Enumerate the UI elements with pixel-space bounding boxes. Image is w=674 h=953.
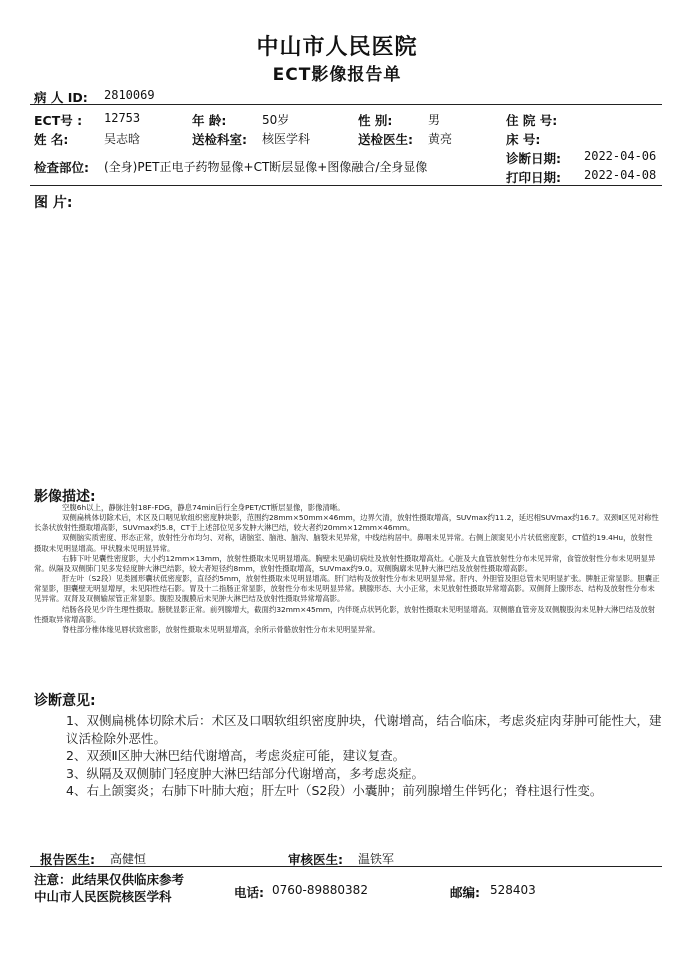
- report-title: ECT影像报告单: [272, 65, 402, 85]
- name-label: 姓 名:: [34, 132, 69, 147]
- postcode-label: 邮编:: [450, 885, 480, 900]
- print-date-label: 打印日期:: [506, 170, 561, 185]
- age-label: 年 龄:: [192, 113, 227, 128]
- description-text: [34, 503, 660, 635]
- description-paragraph: 双侧扁桃体切除术后，术区及口咽见软组织密度肿块影，范围约28mm×50mm×46mm，边界欠清，放射性摄取增高，SUVmax约11.2，延迟相SUVmax约16.7。双颈Ⅱ区见对称性长条状放射性摄取增高影，SUVmax约5.8，CT于上述部位见多发肿大淋巴结，较大者约20mm×12mm×46mm。: [34, 513, 659, 533]
- description-paragraph: 右肺下叶见囊性密度影，大小约12mm×13mm，放射性摄取未见明显增高。胸壁未见确切病灶及放射性摄取增高灶。心脏及大血管放射性分布未见异常，食管放射性分布未见明显异常。纵隔及双侧肺门见多发轻度肿大淋巴结影，较大者短径约8mm，放射性摄取增高，SUVmax约9.0。双侧胸廓未见肿大淋巴结及放射性摄取增高影。: [34, 553, 656, 573]
- diag-date-label: 诊断日期:: [506, 151, 561, 166]
- bed-label: 床 号:: [506, 132, 541, 147]
- phone-label: 电话:: [234, 885, 264, 900]
- diagnosis-list: [66, 712, 666, 800]
- exam-site-value: (全身)PET正电子药物显像+CT断层显像+图像融合/全身显像: [104, 160, 428, 174]
- review-doctor-value: 温铁军: [358, 852, 395, 866]
- image-section-label: 图 片:: [34, 195, 73, 211]
- phone-value: 0760-89880382: [272, 883, 368, 897]
- diagnosis-label: 诊断意见:: [34, 693, 96, 709]
- diagnosis-item: 2、双颈Ⅱ区肿大淋巴结代谢增高，考虑炎症可能，建议复查。: [66, 748, 406, 763]
- dept-value: 核医学科: [262, 132, 311, 146]
- print-date-value: 2022-04-08: [584, 168, 657, 182]
- report-doctor-value: 高健恒: [110, 852, 147, 866]
- description-paragraph: 脊柱部分椎体缘见唇状致密影，放射性摄取未见明显增高，余所示骨骼放射性分布未见明显异常。: [62, 624, 380, 634]
- patient-id-label: 病 人 ID:: [34, 90, 88, 105]
- ect-no-label: ECT号 :: [34, 113, 83, 128]
- doctor-label: 送检医生:: [358, 132, 413, 147]
- age-value: 50岁: [262, 113, 290, 127]
- ect-no-value: 12753: [104, 111, 141, 125]
- divider-header: [30, 185, 662, 186]
- doctor-value: 黄亮: [428, 132, 453, 146]
- description-paragraph: 肝左叶（S2段）见类圆形囊状低密度影，直径约5mm，放射性摄取未见明显增高。肝门结构及放射性分布未见明显异常。肝内、外胆管及胆总管未见明显扩张。脾脏正常显影。胆囊正常显影，胆囊壁无明显增厚，未见阳性结石影。胃及十二指肠正常显影，放射性分布未见明显异常。胰腺形态、大小正常，未见放射性摄取异常增高影。双侧肾上腺形态、结构及放射性分布未见异常。双肾及双侧输尿管正常显影。腹腔及腹膜后未见肿大淋巴结及放射性摄取异常增高影。: [34, 574, 660, 604]
- hospital-name: 中山市人民医院: [256, 35, 418, 60]
- inpatient-no-label: 住 院 号:: [506, 113, 558, 128]
- sex-value: 男: [428, 113, 441, 127]
- divider-footer: [30, 866, 662, 867]
- diagnosis-item: 3、纵隔及双侧肺门轻度肿大淋巴结部分代谢增高，多考虑炎症。: [66, 765, 424, 781]
- diag-date-value: 2022-04-06: [584, 149, 657, 163]
- footer-dept: 中山市人民医院核医学科: [34, 889, 172, 904]
- diagnosis-item: 4、右上颌窦炎；右肺下叶肺大疱；肝左叶（S2段）小囊肿；前列腺增生伴钙化；脊柱退行性变。: [66, 783, 603, 798]
- description-paragraph: 结肠各段见少许生理性摄取。膀胱显影正常。前列腺增大，截面约32mm×45mm，内伴斑点状钙化影，放射性摄取未见明显增高。双侧髂血管旁及双侧腹股沟未见肿大淋巴结及放射性摄取异常增高影。: [34, 604, 656, 624]
- report-doctor-label: 报告医生:: [40, 852, 95, 867]
- description-paragraph: 双侧脑实质密度、形态正常，放射性分布均匀、对称，诸脑室、脑池、脑沟、脑裂未见异常，中线结构居中。鼻咽未见异常。右侧上颌窦见小片状低密度影，CT值约19.4Hu，放射性摄取未见明显增高。甲状腺未见明显异常。: [34, 533, 653, 553]
- dept-label: 送检科室:: [192, 132, 247, 147]
- exam-site-label: 检查部位:: [34, 160, 89, 175]
- patient-id-value: 2810069: [104, 88, 155, 102]
- divider-top: [30, 104, 662, 105]
- postcode-value: 528403: [490, 883, 536, 897]
- review-doctor-label: 审核医生:: [288, 852, 343, 867]
- name-value: 吴志晗: [104, 132, 141, 146]
- footer-note: 注意：此结果仅供临床参考: [34, 872, 185, 887]
- description-paragraph: 空腹6h以上，静脉注射18F-FDG，静息74min后行全身PET/CT断层显像，影像清晰。: [62, 503, 345, 512]
- description-label: 影像描述:: [34, 489, 96, 505]
- diagnosis-item: 1、双侧扁桃体切除术后：术区及口咽软组织密度肿块，代谢增高，结合临床，考虑炎症肉芽肿可能性大，建议活检除外恶性。: [66, 713, 662, 746]
- sex-label: 性 别:: [358, 113, 393, 128]
